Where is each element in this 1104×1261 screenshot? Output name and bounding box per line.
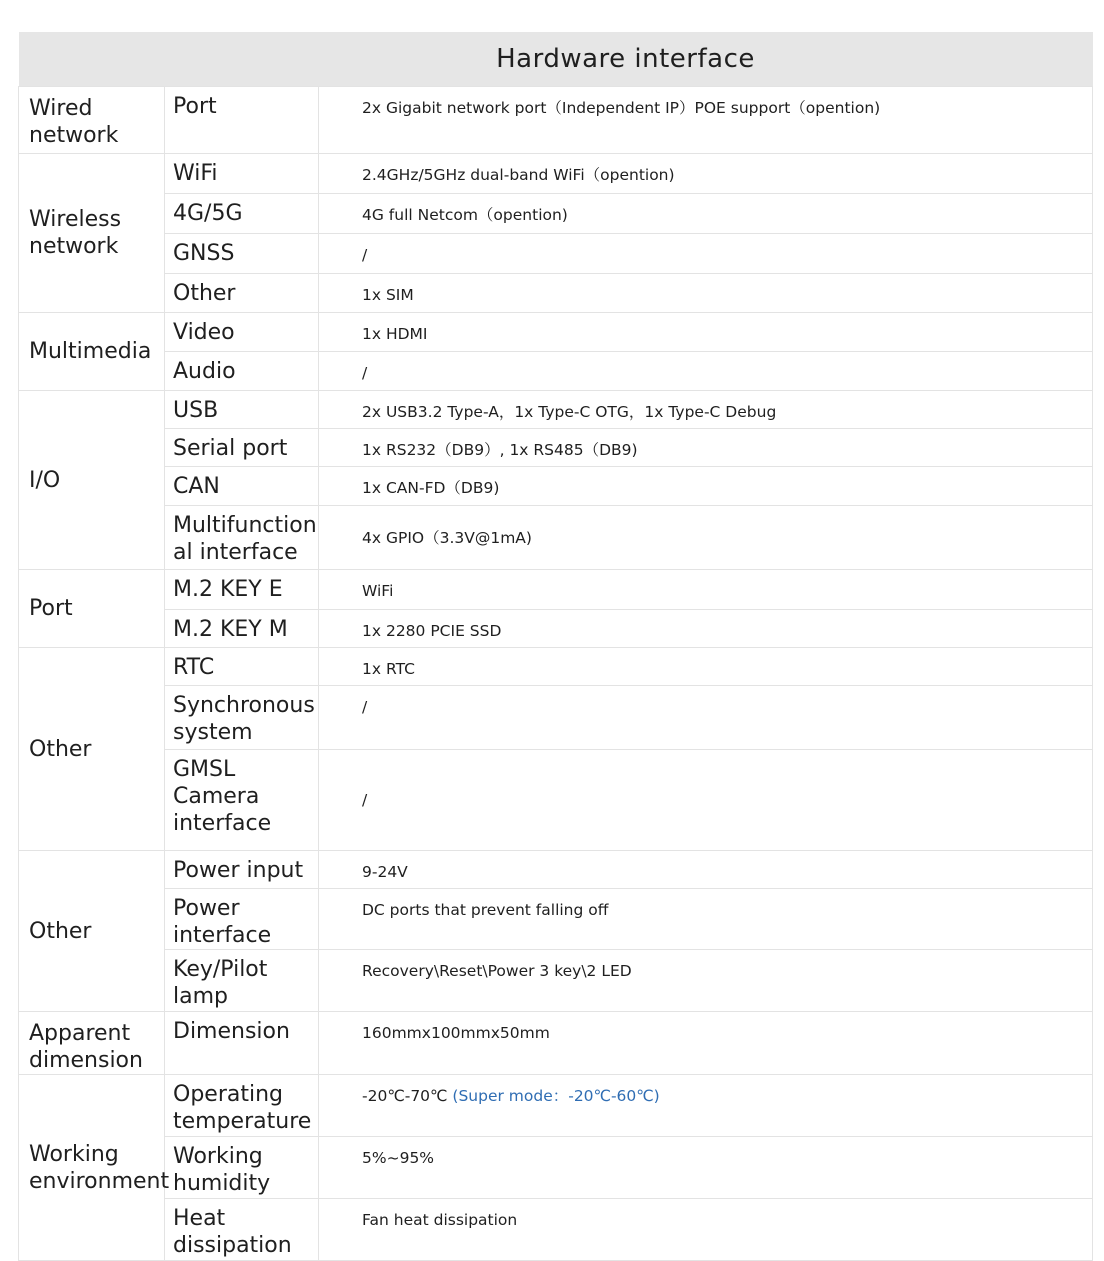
row-label: Other <box>165 274 319 313</box>
row-label: Heat dissipation <box>165 1199 319 1261</box>
super-mode-note: (Super mode：-20℃-60℃) <box>452 1087 660 1105</box>
row-value: 160mmx100mmx50mm <box>319 1012 1093 1075</box>
row-label: Audio <box>165 352 319 391</box>
row-value: / <box>319 686 1093 750</box>
row-value-temperature <box>319 1075 1093 1137</box>
row-label: GMSL Camera interface <box>165 750 319 851</box>
row-value: 9-24V <box>319 851 1093 889</box>
row-label: Synchronous system <box>165 686 319 750</box>
row-label: Dimension <box>165 1012 319 1075</box>
table-title: Hardware interface <box>19 32 1093 87</box>
row-value: / <box>319 234 1093 274</box>
row-value: WiFi <box>319 570 1093 610</box>
category-port: Port <box>19 570 165 648</box>
row-label: Power interface <box>165 889 319 950</box>
row-label: GNSS <box>165 234 319 274</box>
category-other-power: Other <box>19 851 165 1012</box>
row-label: WiFi <box>165 154 319 194</box>
row-value: 1x HDMI <box>319 313 1093 352</box>
hardware-interface-table <box>18 32 1093 1261</box>
category-other: Other <box>19 648 165 851</box>
row-value: 5%~95% <box>319 1137 1093 1199</box>
row-label: RTC <box>165 648 319 686</box>
category-apparent-dimension: Apparent dimension <box>19 1012 165 1075</box>
row-value: 4G full Netcom（opention) <box>319 194 1093 234</box>
row-value: / <box>319 352 1093 391</box>
row-label: Operating temperature <box>165 1075 319 1137</box>
row-value: 1x CAN-FD（DB9) <box>319 467 1093 506</box>
row-value: 1x SIM <box>319 274 1093 313</box>
row-value: 2x Gigabit network port（Independent IP）POE support（opention) <box>319 87 1093 154</box>
row-value: 2x USB3.2 Type-A，1x Type-C OTG，1x Type-C Debug <box>319 391 1093 429</box>
row-label: 4G/5G <box>165 194 319 234</box>
category-wired-network: Wired network <box>19 87 165 154</box>
row-value: DC ports that prevent falling off <box>319 889 1093 950</box>
row-label: Serial port <box>165 429 319 467</box>
row-label: Multifunction al interface <box>165 506 319 570</box>
row-value: 4x GPIO（3.3V@1mA) <box>319 506 1093 570</box>
row-label: CAN <box>165 467 319 506</box>
row-value: 1x 2280 PCIE SSD <box>319 610 1093 648</box>
row-label: M.2 KEY M <box>165 610 319 648</box>
category-working-environment: Working environment <box>19 1075 165 1261</box>
row-label: Power input <box>165 851 319 889</box>
temperature-range: -20℃-70℃ <box>362 1087 448 1105</box>
category-io: I/O <box>19 391 165 570</box>
category-multimedia: Multimedia <box>19 313 165 391</box>
row-value: Recovery\Reset\Power 3 key\2 LED <box>319 950 1093 1012</box>
row-label: Key/Pilot lamp <box>165 950 319 1012</box>
row-label: M.2 KEY E <box>165 570 319 610</box>
row-label: USB <box>165 391 319 429</box>
row-value: 2.4GHz/5GHz dual-band WiFi（opention) <box>319 154 1093 194</box>
row-value: 1x RTC <box>319 648 1093 686</box>
row-label: Working humidity <box>165 1137 319 1199</box>
category-wireless-network: Wireless network <box>19 154 165 313</box>
row-value: 1x RS232（DB9）, 1x RS485（DB9) <box>319 429 1093 467</box>
row-value: / <box>319 750 1093 851</box>
row-value: Fan heat dissipation <box>319 1199 1093 1261</box>
row-label: Port <box>165 87 319 154</box>
row-label: Video <box>165 313 319 352</box>
